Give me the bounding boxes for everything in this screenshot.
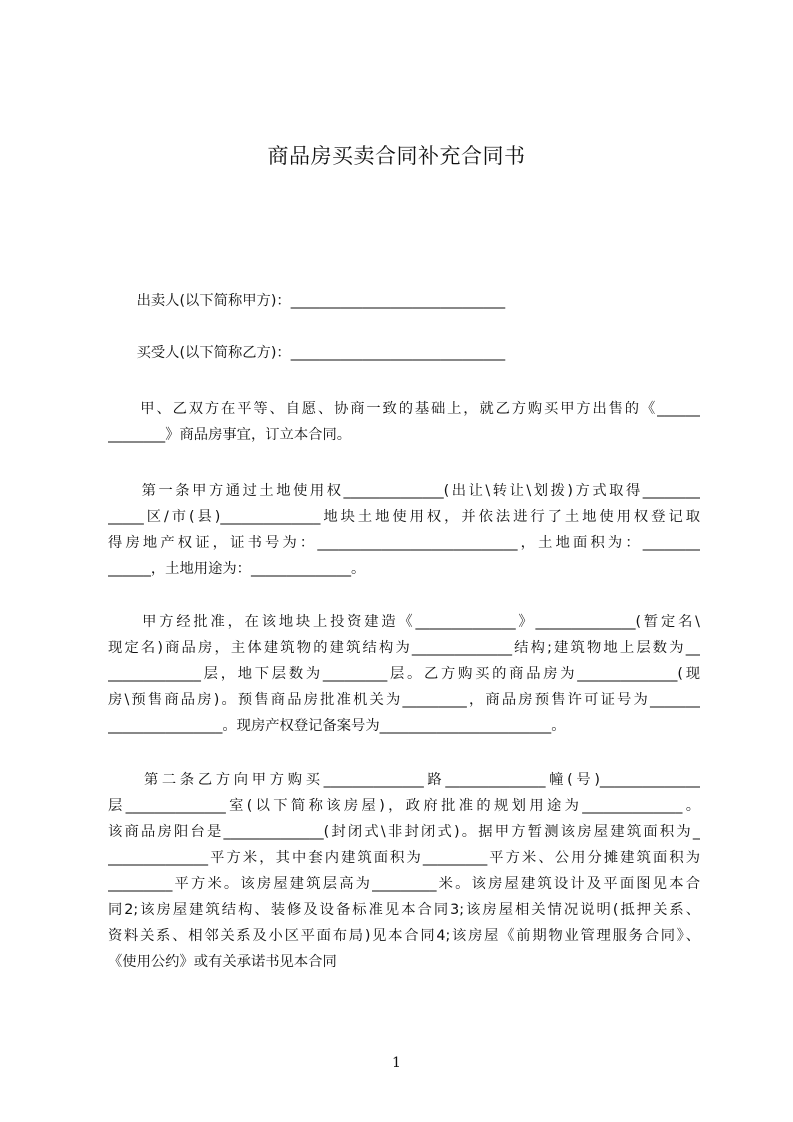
article1-line-4: ______，土地用途为：______________。 [108,561,366,577]
approval-line-4: 房\预售商品房)。预售商品房批准机关为_________，商品房预售许可证号为_______ [108,692,700,708]
intro-line-2: ________》商品房事宜，订立本合同。 [108,427,352,443]
article2-line-8: 《使用公约》或有关承诺书见本合同 [108,954,337,970]
article1-line-2: _____区/市(县)______________地块土地使用权，并依法进行了土地使用权登记取 [108,509,700,525]
article1-line-1: 第一条甲方通过土地使用权______________(出让\转让\划拨)方式取得________ [108,483,700,499]
article2-line-7: 资料关系、相邻关系及小区平面布局)见本合同4;该房屋《前期物业管理服务合同》、 [108,928,700,944]
seller-line: 出卖人(以下简称甲方)：______________________________ [108,293,506,309]
document-title: 商品房买卖合同补充合同书 [267,144,526,168]
article2-line-1: 第二条乙方向甲方购买______________路______________幢(号)______________ [108,772,700,788]
article2-line-5: _________平方米。该房屋建筑层高为_________米。该房屋建筑设计及平面图见本合 [108,876,700,892]
intro-line-1: 甲、乙双方在平等、自愿、协商一致的基础上，就乙方购买甲方出售的《______ [108,401,700,417]
article2-line-2: 层______________室(以下简称该房屋)，政府批准的规划用途为______________。 [108,798,700,814]
approval-line-1: 甲方经批准，在该地块上投资建造《______________》______________(暂定名\ [108,614,700,630]
article2-line-3: 该商品房阳台是______________(封闭式\非封闭式)。据甲方暂测该房屋建筑面积为_ [108,824,700,840]
article2-line-4: ______________平方米，其中套内建筑面积为_________平方米、公用分摊建筑面积为 [108,850,700,866]
buyer-line: 买受人(以下简称乙方)：______________________________ [108,345,506,361]
approval-line-3: _____________层，地下层数为_________层。乙方购买的商品房为______________(现 [108,666,700,682]
page-number: 1 [392,1055,401,1071]
article2-line-6: 同2;该房屋建筑结构、装修及设备标准见本合同3;该房屋相关情况说明(抵押关系、 [108,902,700,918]
approval-line-5: ________________。现房产权登记备案号为________________________。 [108,718,566,734]
approval-line-2: 现定名)商品房，主体建筑物的建筑结构为______________结构;建筑物地上层数为__ [108,640,700,656]
article1-line-3: 得房地产权证，证书号为：____________________________，土地面积为：________ [108,535,700,551]
